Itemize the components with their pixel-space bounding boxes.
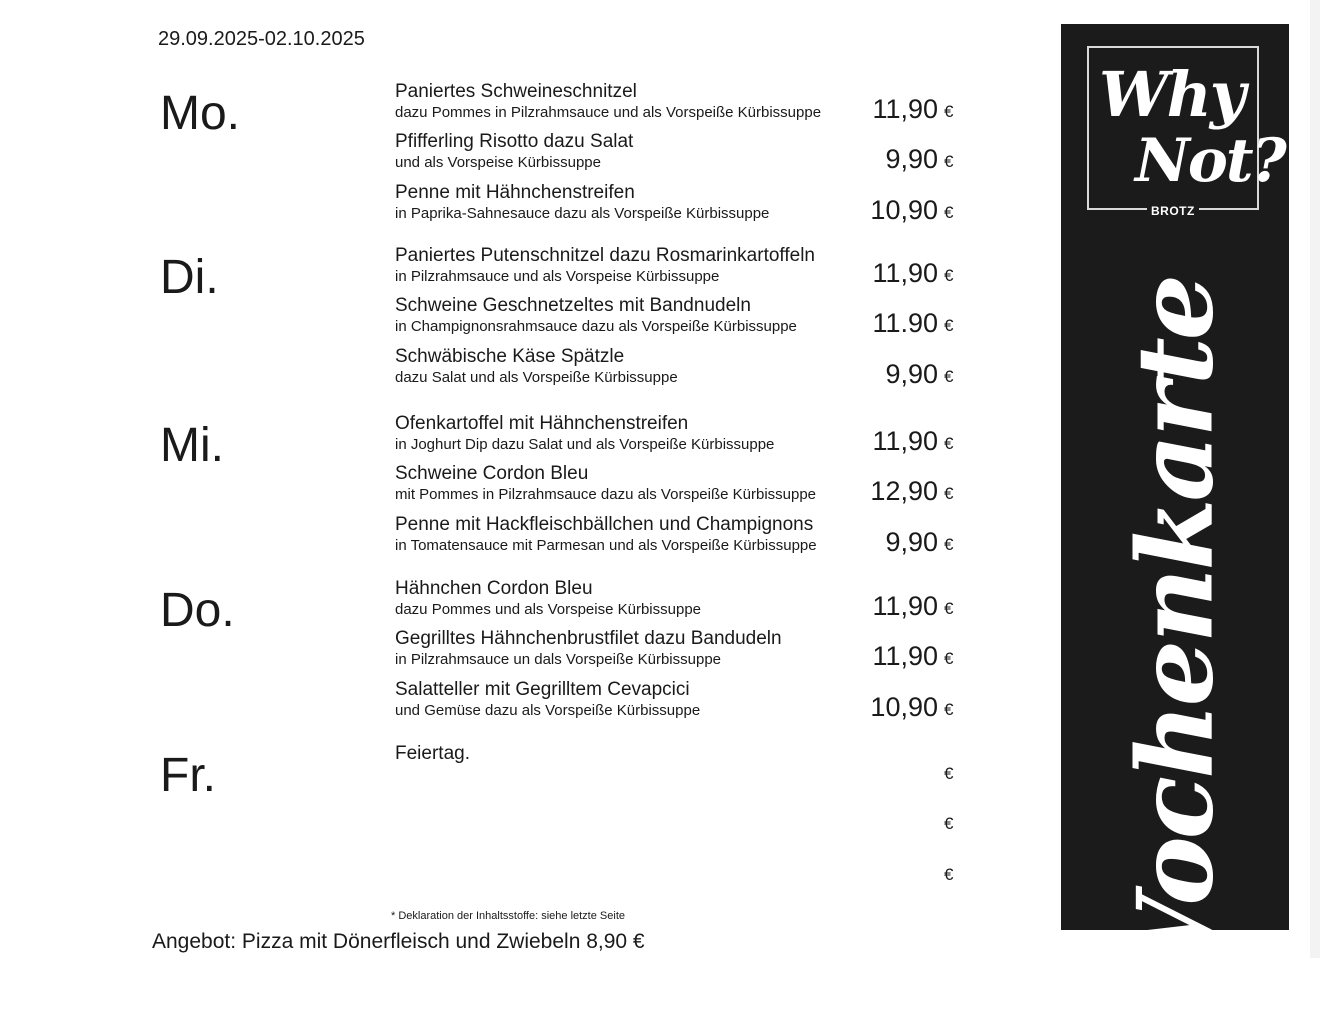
euro-sign: €	[944, 367, 954, 386]
menu-item	[395, 679, 865, 721]
menu-item	[395, 514, 865, 556]
dish-description: in Tomatensauce mit Parmesan und als Vorspeiße Kürbissuppe	[395, 537, 817, 554]
dish-name: Paniertes Schweineschnitzel	[395, 81, 637, 102]
dish-description: mit Pommes in Pilzrahmsauce dazu als Vorspeiße Kürbissuppe	[395, 486, 817, 503]
allergen-footnote: * Deklaration der Inhaltsstoffe: siehe letzte Seite	[391, 910, 625, 922]
euro-sign: €	[944, 764, 954, 783]
euro-sign: €	[944, 316, 954, 335]
dish-name: Schweine Cordon Bleu	[395, 463, 589, 484]
dish-price: 11,90	[872, 591, 938, 621]
dish-name: Hähnchen Cordon Bleu	[395, 578, 593, 599]
dish-price: 11.90	[872, 308, 938, 338]
dish-name: Gegrilltes Hähnchenbrustfilet dazu Bandudeln	[395, 628, 782, 649]
dish-name: Feiertag.	[395, 743, 470, 764]
dish-price: 10,90	[870, 195, 938, 225]
sidebar-banner	[1061, 24, 1289, 1011]
dish-description: dazu Pommes in Pilzrahmsauce und als Vorspeiße Kürbissuppe	[395, 104, 822, 121]
menu-item	[395, 245, 865, 287]
sidebar-title: Wochenkarte	[1113, 277, 1237, 1011]
dish-name: Salatteller mit Gegrilltem Cevapcici	[395, 679, 690, 700]
logo-text-line1: Why	[1099, 58, 1244, 131]
euro-sign: €	[944, 152, 954, 171]
dish-name: Schweine Geschnetzeltes mit Bandnudeln	[395, 295, 751, 316]
euro-sign: €	[944, 266, 954, 285]
dish-description: in Joghurt Dip dazu Salat und als Vorspeiße Kürbissuppe	[395, 436, 775, 453]
dish-name: Penne mit Hähnchenstreifen	[395, 182, 635, 203]
dish-description: und als Vorspeise Kürbissuppe	[395, 154, 601, 171]
menu-item	[395, 628, 865, 670]
euro-sign: €	[944, 102, 954, 121]
menu-item	[395, 463, 865, 505]
euro-sign: €	[944, 599, 954, 618]
dish-price: 11,90	[872, 641, 938, 671]
menu-item	[395, 346, 865, 388]
special-offer: Angebot: Pizza mit Dönerfleisch und Zwiebeln 8,90 €	[152, 930, 645, 953]
menu-item	[395, 578, 865, 620]
page-edge	[1310, 0, 1320, 958]
dish-name: Schwäbische Käse Spätzle	[395, 346, 625, 367]
date-range: 29.09.2025-02.10.2025	[158, 28, 365, 50]
dish-price: 9,90	[885, 359, 938, 389]
dish-price: 11,90	[872, 258, 938, 288]
logo-frame	[1087, 46, 1285, 210]
euro-sign: €	[944, 203, 954, 222]
menu-item	[395, 413, 865, 455]
euro-sign: €	[944, 814, 954, 833]
euro-sign: €	[944, 700, 954, 719]
euro-sign: €	[944, 484, 954, 503]
dish-name: Penne mit Hackfleischbällchen und Champignons	[395, 514, 814, 535]
dish-description: in Champignonsrahmsauce dazu als Vorspeiße Kürbissuppe	[395, 318, 797, 335]
dish-price: 11,90	[872, 426, 938, 456]
dish-description: und Gemüse dazu als Vorspeiße Kürbissuppe	[395, 702, 701, 719]
menu-item	[395, 295, 865, 337]
day-label: Mo.	[160, 87, 241, 140]
logo-brand: BROTZ	[1147, 204, 1199, 218]
dish-price: 9,90	[885, 527, 938, 557]
euro-sign: €	[944, 535, 954, 554]
day-label: Di.	[160, 251, 219, 304]
logo-text-line2: Not?	[1135, 126, 1285, 196]
dish-description: dazu Pommes und als Vorspeise Kürbissuppe	[395, 601, 702, 618]
dish-name: Paniertes Putenschnitzel dazu Rosmarinkartoffeln	[395, 245, 815, 266]
day-label: Mi.	[160, 419, 224, 472]
dish-price: 11,90	[872, 94, 938, 124]
euro-sign: €	[944, 865, 954, 884]
dish-description: in Pilzrahmsauce un dals Vorspeiße Kürbissuppe	[395, 651, 722, 668]
euro-sign: €	[944, 434, 954, 453]
dish-price: 12,90	[870, 476, 938, 506]
menu-item	[395, 81, 865, 123]
dish-name: Pfifferling Risotto dazu Salat	[395, 131, 634, 152]
dish-name: Ofenkartoffel mit Hähnchenstreifen	[395, 413, 689, 434]
dish-price: 10,90	[870, 692, 938, 722]
dish-price: 9,90	[885, 144, 938, 174]
dish-description: dazu Salat und als Vorspeiße Kürbissuppe	[395, 369, 678, 386]
day-label: Fr.	[160, 749, 216, 802]
day-label: Do.	[160, 584, 235, 637]
menu-item	[395, 131, 865, 173]
euro-sign: €	[944, 649, 954, 668]
menu-item	[395, 743, 865, 765]
menu-item	[395, 182, 865, 224]
dish-description: in Pilzrahmsauce und als Vorspeise Kürbissuppe	[395, 268, 720, 285]
dish-description: in Paprika-Sahnesauce dazu als Vorspeiße Kürbissuppe	[395, 205, 770, 222]
